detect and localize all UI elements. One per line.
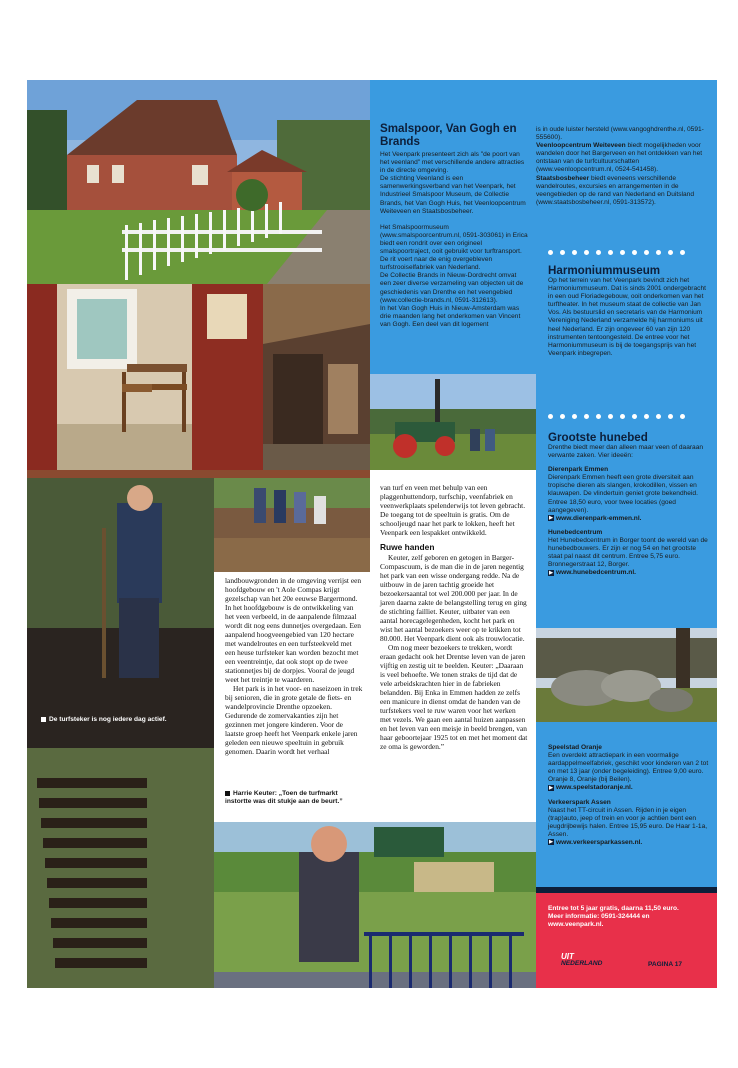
centrum-title: Hunebedcentrum <box>548 528 603 536</box>
article-col1 <box>225 576 363 756</box>
hunebed-title: Grootste hunebed <box>548 431 648 444</box>
article-col2-p1: van turf en veen met behulp van een plaggenhuttendorp, turfschip, veenfabriek en veenwerkplaats spelenderwijs tot leven gebracht. De toegang tot de speeltuin is gratis. Om de schooljeugd naar het park te lokken, heeft het Veenpark een lespakket ontwikkeld. <box>380 483 526 537</box>
smalspoor-title: Smalspoor, Van Gogh en Brands <box>380 122 517 148</box>
arrow-icon: ▶ <box>549 784 553 791</box>
smalspoor-p1: Het Veenpark presenteert zich als "de poort van het veenland" met verschillende andere attracties in de directe omgeving. <box>380 151 525 175</box>
logo-nederland: NEDERLAND <box>561 960 603 967</box>
emmen-text: Dierenpark Emmen heeft een grote diversiteit aan tropische dieren als slangen, krokodillen, vissen en klauwapen. De vlindertuin geniet grote bekendheid. Entree 18,50 euro, voor twee locaties (goed aangegeven). <box>548 474 698 514</box>
logo-uit: UIT <box>561 952 574 961</box>
assen-text: Naast het TT-circuit in Assen. Rijden in je eigen (trap)auto, jeep of trein en voor je achtien bent een jeugdrijbewijs halen. Entree 15,95 euro. De Haar 1-1a, Assen. <box>548 806 708 838</box>
harmonium-text: Op het terrein van het Veenpark bevindt zich het Harmoniummuseum. Dat is sinds 2001 ondergebracht in een oud Floriadegebouw, ooit onderkomen van het turftheater. In het museum staat de collectie van Jan Vos. Als bestuurslid en secretaris van de Harmonium Vereniging Nederland verzamelde hij harmoniums uit heel Nederland. Er zijn ongeveer 60 van zijn 120 instrumenten tentoongesteld. De entree voor het Harmoniummuseum is bij de toegangsprijs van het Veenpark inbegrepen. <box>548 277 706 357</box>
smalspoor-p2: De stichting Veenland is een samenwerkingsverband van het Veenpark, het Industrieel Smalspoor Museum, de Collectie Brands, het Van Gogh Huis, het Veenloopcentrum Weiteveen en Staatsbosbeheer. <box>380 175 526 215</box>
photo-harrie-keuter <box>214 822 536 988</box>
caption-harrie <box>225 790 363 806</box>
oranje-text: Een overdekt attractiepark in een voormalige aardappelmeelfabriek, geschikt voor kinderen van 2 tot en met 13 jaar (onder begeleiding). Entree 9,00 euro. Oranje 8, Oranje (bij Beilen). <box>548 752 709 784</box>
centrum-link[interactable] <box>548 569 710 577</box>
emmen-link[interactable] <box>548 515 710 523</box>
divider-strip <box>27 470 370 478</box>
photo-hunebed <box>536 628 717 722</box>
smalspoor-p4: De Collectie Brands in Nieuw-Dordrecht omvat een zeer diverse verzameling van objecten uit de geschiedenis van Drenthe en het veengebied (www.collectie-brands.nl, 0591-312613). <box>380 272 524 304</box>
article-col1-p2: Het park is in het voor- en naseizoen in trek bij senioren, die in grote getale de fiets- en wandelprovincie Drenthe opzoeken. Gedurende de zomervakanties zijn het gezinnen met jongere kinderen. Voor de laatste groep heeft het Veenpark enkele jaren geleden een nieuwe speeltuin in gebruik genomen. Daarin wordt het verhaal <box>225 684 363 756</box>
smalspoor-section-cont <box>536 126 704 207</box>
info-line-1: Entree tot 5 jaar gratis, daarna 11,50 euro. <box>548 905 679 912</box>
veenloop-text: biedt mogelijkheden voor wandelen door het Bargerveen en het ontdekken van het ontstaan van de turfcultuurschatten (www.veenloopcentrum.nl, 0524-541458). <box>536 142 703 174</box>
uit-nederland-logo <box>561 953 602 967</box>
assen-title: Verkeerspark Assen <box>548 798 611 806</box>
emmen-link-text[interactable]: www.dierenpark-emmen.nl. <box>556 514 642 522</box>
assen-link-text[interactable]: www.verkeersparkassen.nl. <box>556 839 643 847</box>
caption-harrie-text: Harrie Keuter: „Toen de turfmarkt instortte was dit stukje aan de beurt.” <box>225 790 343 805</box>
oranje-link[interactable] <box>548 784 710 792</box>
caption-turfsteker-text: De turfsteker is nog iedere dag actief. <box>49 716 167 723</box>
page-number: PAGINA 17 <box>648 961 683 968</box>
arrow-icon: ▶ <box>549 515 553 521</box>
photo-steam-engine <box>370 374 536 470</box>
article-col2 <box>380 483 528 751</box>
photo-digging-field <box>214 478 370 572</box>
hunebed-section-cont <box>548 744 710 847</box>
staatsbos-label: Staatsbosbeheer <box>536 174 590 182</box>
hunebed-section <box>548 431 710 577</box>
info-line-3[interactable]: www.veenpark.nl. <box>548 921 604 929</box>
smalspoor-p6: is in oude luister hersteld (www.vangoghdrenthe.nl, 0591-555600). <box>536 126 704 142</box>
caption-turfsteker <box>41 716 171 724</box>
emmen-title: Dierenpark Emmen <box>548 466 609 474</box>
arrow-icon: ▶ <box>549 569 553 576</box>
article-col2-p3: Om nog meer bezoekers te trekken, wordt eraan gedacht ook het Drentse leven van de jaren vijftig en zestig uit te beelden. Keuter: „Daaraan is veel behoefte. We tonen straks de tijd dat de vele arbeidskrachten hier in de fabrieken belandden. Bij Enka in Emmen hadden ze zelfs een manicure in dienst omdat de handen van de turfstekers veel te ruw waren voor het werken met vezels. We gaan een aantal huizen aanpassen en het leven van een meisje in beeld brengen, van haar geboortejaar 1925 tot en met het moment dat ze oma is geworden.” <box>380 643 528 751</box>
assen-link[interactable] <box>548 839 710 847</box>
photo-farmhouse <box>27 80 370 284</box>
square-bullet-icon <box>41 717 46 722</box>
dot-separator-1 <box>548 250 685 256</box>
article-col2-p2: Keuter, zelf geboren en getogen in Barger-Compascuum, is de man die in de jaren negentig het park van een wisse ondergang redde. Na de uitbouw in de jaren tachtig groeide het bezoekersaantal tot wel 200.000 per jaar. In de jaren daarna zakte de belangstelling terug en ging de stichting failliet. Keuter, uitbater van een aantal horecagelegenheden, kocht het park en wist het aantal bezoekers weer op te krikken tot 80.000. Het Veenpark dient ook als trouwlocatie. <box>380 553 527 643</box>
veenloop-label: Veenloopcentrum Weiteveen <box>536 142 626 150</box>
oranje-link-text[interactable]: www.speelstadoranje.nl. <box>556 784 633 792</box>
smalspoor-p7 <box>536 142 704 174</box>
info-line-2: Meer informatie: 0591-324444 en <box>548 913 650 921</box>
hunebed-intro: Drenthe biedt meer dan alleen maar veen of daaraan verwante zaken. Vier ideeën: <box>548 444 704 460</box>
centrum-text: Het Hunebedcentrum in Borger toont de wereld van de hunebedbouwers. Er zijn er nog 54 en het grootste staat pal naast dit centrum. Entree 5,75 euro. Bronnegerstraat 12, Borger. <box>548 536 708 569</box>
staatsbos-text: biedt eveneens verschillende wandelroutes, excursies en arrangementen in de veengebieden op de rand van Nederland en Duitsland (www.staatsbosbeheer.nl, 0591-313572). <box>536 174 695 206</box>
photo-turfsteker <box>27 478 214 988</box>
photo-interior <box>27 284 263 470</box>
smalspoor-p3: Het Smalspoormuseum (www.smalspoorcentrum.nl, 0591-303061) in Erica biedt een rondrit over een origineel smalspoortraject, ooit gebruikt voor turftransport. De rit voert naar de enig overgebleven turfstrooiselfabriek van Nederland. <box>380 223 528 272</box>
smalspoor-p5: In het Van Gogh Huis in Nieuw-Amsterdam was drie maanden lang het onderkomen van Vincent van Gogh. Een deel van dit logement <box>380 304 521 328</box>
harmonium-title: Harmoniummuseum <box>548 264 661 277</box>
dot-separator-2 <box>548 414 685 420</box>
centrum-link-text[interactable]: www.hunebedcentrum.nl. <box>556 569 636 577</box>
oranje-title: Speelstad Oranje <box>548 744 602 751</box>
harmonium-section <box>548 264 708 358</box>
article-heading: Ruwe handen <box>380 542 435 552</box>
smalspoor-p8 <box>536 175 704 207</box>
photo-workshop <box>263 284 370 470</box>
square-bullet-icon <box>225 791 230 796</box>
arrow-icon: ▶ <box>549 839 553 846</box>
article-col1-p1: landbouwgronden in de omgeving verrijst een hoofdgebouw en 't Aole Compas krijgt gezelschap van het 20e eeuwse Bargermond. In het hoofdgebouw is de ontwikkeling van het veen verbeeld, in de aanpalende filmzaal wordt dit nog eens dunnetjes overgedaan. Een aanpalend hoogveengebied van 120 hectare met wandelroutes en een turfsteekveld met een heuse turfsteker kan worden bezocht met een veentreintje, dat ook stopt op de twee stationnetjes bij de dorpjes. Vooral de jeugd weet het treintje te waarderen. <box>225 576 362 684</box>
info-box <box>536 893 717 988</box>
smalspoor-section <box>380 122 528 329</box>
